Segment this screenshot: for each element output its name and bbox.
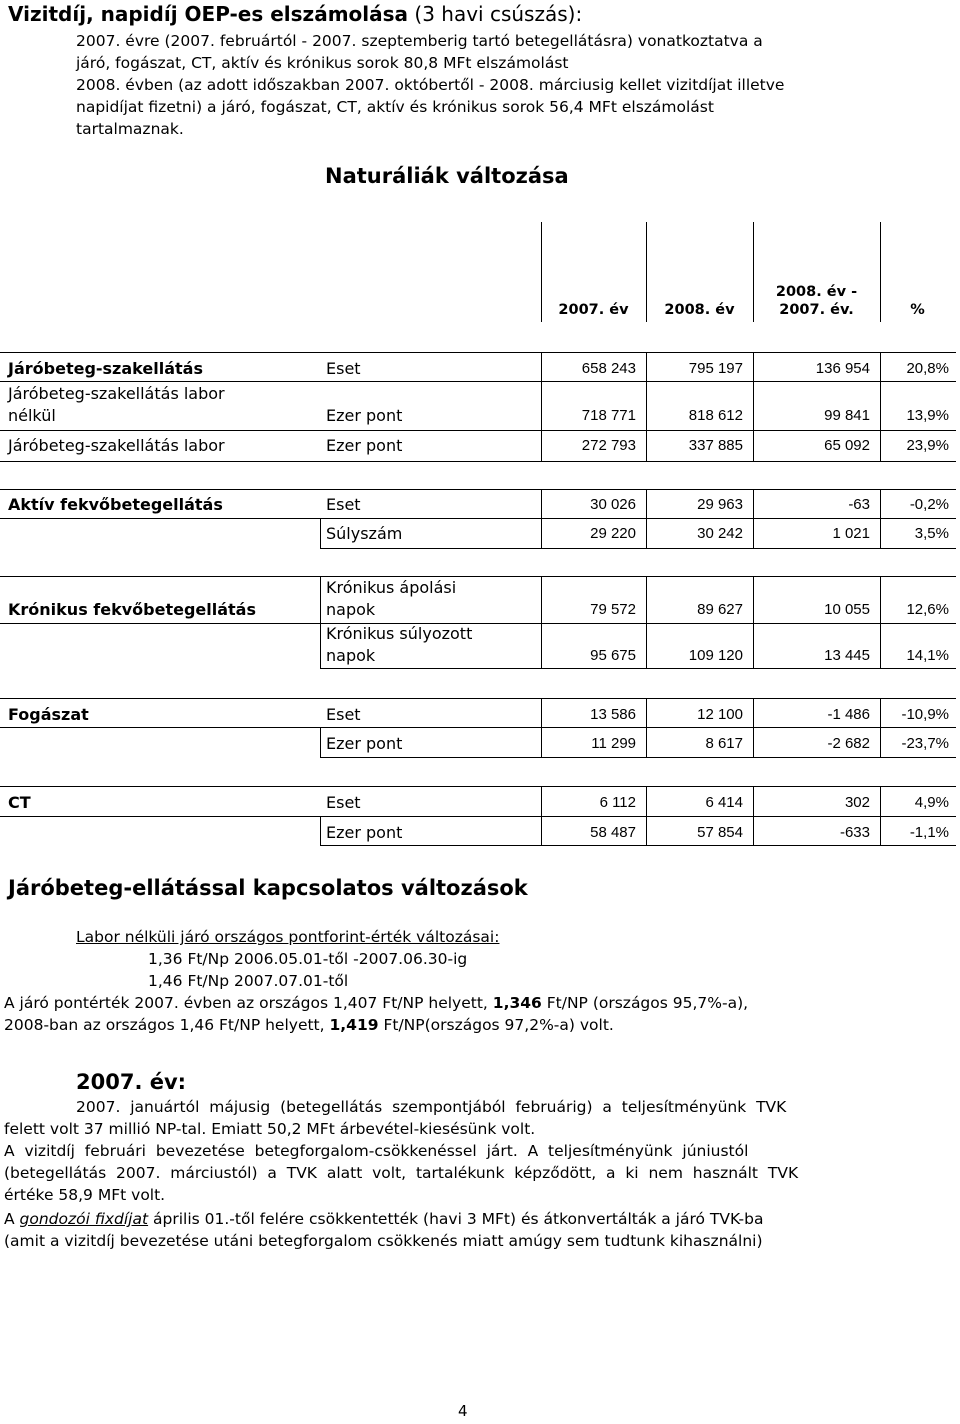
row-unit-line1: Krónikus ápolási (326, 578, 457, 597)
paragraph-line: 2007. januártól májusig (betegellátás szempontjából februárig) a teljesítményünk TVK (76, 1098, 787, 1116)
row-unit: Súlyszám (326, 524, 403, 543)
row-label: CT (8, 793, 31, 812)
cell-diff: -633 (839, 824, 870, 841)
cell-diff: -63 (848, 496, 870, 513)
rate-line: 1,36 Ft/Np 2006.05.01-től -2007.06.30-ig (148, 950, 468, 968)
cell-diff: 302 (844, 794, 870, 811)
cell-pct: 20,8% (906, 360, 949, 377)
col-2008: 2008. év (664, 302, 735, 318)
intro-line: 2008. évben (az adott időszakban 2007. októbertől - 2008. márciusig kellet vizitdíjat illetve (76, 76, 785, 94)
paragraph-line: (amit a vizitdíj bevezetése utáni betegforgalom csökkenés miatt amúgy sem tudtunk kihasználni) (4, 1232, 763, 1250)
cell-2008: 89 627 (697, 601, 743, 618)
row-unit: Eset (326, 495, 361, 514)
row-unit: Eset (326, 705, 361, 724)
row-unit: Eset (326, 359, 361, 378)
pontertek-line: 2008-ban az országos 1,46 Ft/NP helyett, 1,419 Ft/NP(országos 97,2%-a) volt. (4, 1016, 614, 1034)
row-label: Fogászat (8, 705, 89, 724)
row-unit-line1: Krónikus súlyozott (326, 624, 473, 643)
col-diff-line1: 2008. év - (775, 284, 858, 300)
cell-pct: 14,1% (906, 647, 949, 664)
row-unit-line2: napok (326, 646, 376, 665)
cell-pct: -1,1% (909, 824, 949, 841)
row-unit: Ezer pont (326, 734, 403, 753)
col-diff-line2: 2007. év. (779, 302, 854, 318)
cell-2007: 30 026 (590, 496, 636, 513)
cell-diff: 99 841 (824, 407, 870, 424)
col-2007: 2007. év (558, 302, 629, 318)
cell-diff: 65 092 (824, 437, 870, 454)
cell-pct: -10,9% (901, 706, 949, 723)
cell-diff: -1 486 (827, 706, 870, 723)
cell-2007: 658 243 (581, 360, 636, 377)
cell-2007: 13 586 (590, 706, 636, 723)
cell-2008: 12 100 (697, 706, 743, 723)
paragraph-line: felett volt 37 millió NP-tal. Emiatt 50,2 MFt árbevétel-kiesésünk volt. (4, 1120, 536, 1138)
cell-2008: 29 963 (697, 496, 743, 513)
gondozoi-fixdij-link: gondozói fixdíjat (19, 1210, 149, 1228)
cell-2007: 6 112 (599, 794, 636, 811)
row-label: Járóbeteg-szakellátás (8, 359, 203, 378)
cell-diff: 136 954 (815, 360, 870, 377)
paragraph-line: A vizitdíj februári bevezetése betegforgalom-csökkenéssel járt. A teljesítményünk júniustól (4, 1142, 749, 1160)
col-pct: % (910, 302, 925, 318)
cell-pct: 3,5% (914, 525, 949, 542)
cell-pct: -0,2% (909, 496, 949, 513)
row-unit: Ezer pont (326, 436, 403, 455)
cell-2008: 795 197 (688, 360, 743, 377)
cell-2007: 718 771 (581, 407, 636, 424)
paragraph-line: értéke 58,9 MFt volt. (4, 1186, 166, 1204)
table-title: Naturáliák változása (325, 164, 569, 188)
cell-2008: 109 120 (688, 647, 743, 664)
cell-diff: 10 055 (824, 601, 870, 618)
row-unit-line2: napok (326, 600, 376, 619)
row-unit: Eset (326, 793, 361, 812)
cell-2007: 272 793 (581, 437, 636, 454)
cell-pct: 23,9% (906, 437, 949, 454)
cell-2008: 57 854 (697, 824, 743, 841)
cell-2007: 58 487 (590, 824, 636, 841)
intro-paragraph (76, 30, 946, 140)
row-unit: Ezer pont (326, 823, 403, 842)
paragraph-line: A gondozói fixdíjat április 01.-től felére csökkentették (havi 3 MFt) és átkonvertálták a járó TVK-ba (4, 1210, 764, 1228)
cell-2008: 818 612 (688, 407, 743, 424)
intro-line: napidíjat fizetni) a járó, fogászat, CT, aktív és krónikus sorok 56,4 MFt elszámolást (76, 98, 714, 116)
intro-line: járó, fogászat, CT, aktív és krónikus sorok 80,8 MFt elszámolást (76, 54, 569, 72)
year-heading: 2007. év: (76, 1070, 187, 1094)
cell-pct: 4,9% (914, 794, 949, 811)
pontertek-line: A járó pontérték 2007. évben az országos 1,407 Ft/NP helyett, 1,346 Ft/NP (országos 95,7%-a), (4, 994, 749, 1012)
row-label: Krónikus fekvőbetegellátás (8, 600, 256, 619)
row-label: Járóbeteg-szakellátás labor (8, 436, 225, 455)
paragraph-line: (betegellátás 2007. márciustól) a TVK alatt volt, tartalékunk képződött, a ki nem használt TVK (4, 1164, 799, 1182)
intro-line: tartalmaznak. (76, 120, 184, 138)
cell-2007: 29 220 (590, 525, 636, 542)
document-title: Vizitdíj, napidíj OEP-es elszámolása (3 havi csúszás): (8, 2, 583, 26)
row-unit: Ezer pont (326, 406, 403, 425)
cell-pct: 12,6% (906, 601, 949, 618)
rate-line: 1,46 Ft/Np 2007.07.01-től (148, 972, 349, 990)
cell-2008: 337 885 (688, 437, 743, 454)
row-label-line2: nélkül (8, 406, 56, 425)
changes-subheading: Labor nélküli járó országos pontforint-érték változásai: (76, 928, 500, 946)
cell-2008: 8 617 (705, 735, 743, 752)
cell-2007: 79 572 (590, 601, 636, 618)
changes-heading: Járóbeteg-ellátással kapcsolatos változások (8, 876, 528, 900)
cell-2008: 30 242 (697, 525, 743, 542)
cell-pct: 13,9% (906, 407, 949, 424)
row-label: Aktív fekvőbetegellátás (8, 495, 223, 514)
cell-diff: -2 682 (827, 735, 870, 752)
cell-2007: 11 299 (591, 735, 636, 752)
page-number: 4 (458, 1402, 468, 1420)
row-label-line1: Járóbeteg-szakellátás labor (8, 384, 225, 403)
cell-diff: 1 021 (832, 525, 870, 542)
cell-diff: 13 445 (824, 647, 870, 664)
cell-2007: 95 675 (590, 647, 636, 664)
cell-2008: 6 414 (705, 794, 743, 811)
intro-line: 2007. évre (2007. februártól - 2007. szeptemberig tartó betegellátásra) vonatkoztatva a (76, 32, 763, 50)
cell-pct: -23,7% (901, 735, 949, 752)
